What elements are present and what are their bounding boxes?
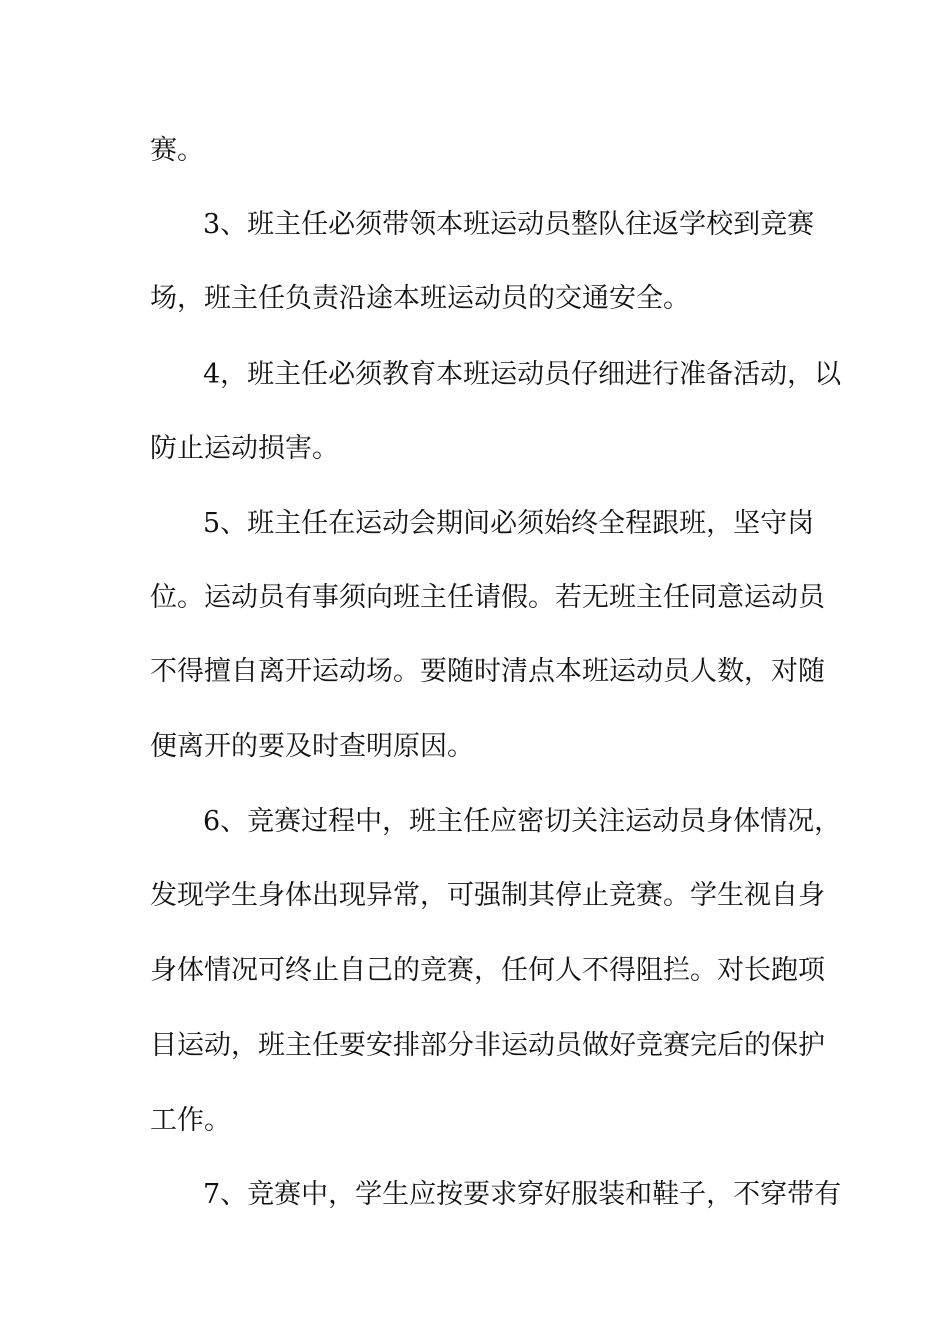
item-6-line-4: 目运动，班主任要安排部分非运动员做好竞赛完后的保护 xyxy=(150,1030,825,1061)
item-6-line-3: 身体情况可终止自己的竞赛，任何人不得阻拦。对长跑项 xyxy=(150,955,825,986)
item-6-line-2: 发现学生身体出现异常，可强制其停止竞赛。学生视自身 xyxy=(150,880,825,911)
item-5-line-3: 不得擅自离开运动场。要随时清点本班运动员人数，对随 xyxy=(150,656,825,687)
item-3-line-2: 场，班主任负责沿途本班运动员的交通安全。 xyxy=(150,283,690,314)
text-line-continuation: 赛。 xyxy=(150,135,204,166)
item-6-line-5: 工作。 xyxy=(150,1105,231,1136)
item-3-line-1: 3、班主任必须带领本班运动员整队往返学校到竞赛 xyxy=(203,209,815,240)
item-4-line-1: 4，班主任必须教育本班运动员仔细进行准备活动，以 xyxy=(203,359,842,390)
item-7-line-1: 7、竞赛中，学生应按要求穿好服装和鞋子，不穿带有 xyxy=(203,1179,842,1210)
item-5-line-1: 5、班主任在运动会期间必须始终全程跟班，坚守岗 xyxy=(203,508,815,539)
item-6-line-1: 6、竞赛过程中，班主任应密切关注运动员身体情况， xyxy=(203,806,842,837)
item-4-line-2: 防止运动损害。 xyxy=(150,433,339,464)
item-5-line-2: 位。运动员有事须向班主任请假。若无班主任同意运动员 xyxy=(150,582,825,613)
item-5-line-4: 便离开的要及时查明原因。 xyxy=(150,731,474,762)
